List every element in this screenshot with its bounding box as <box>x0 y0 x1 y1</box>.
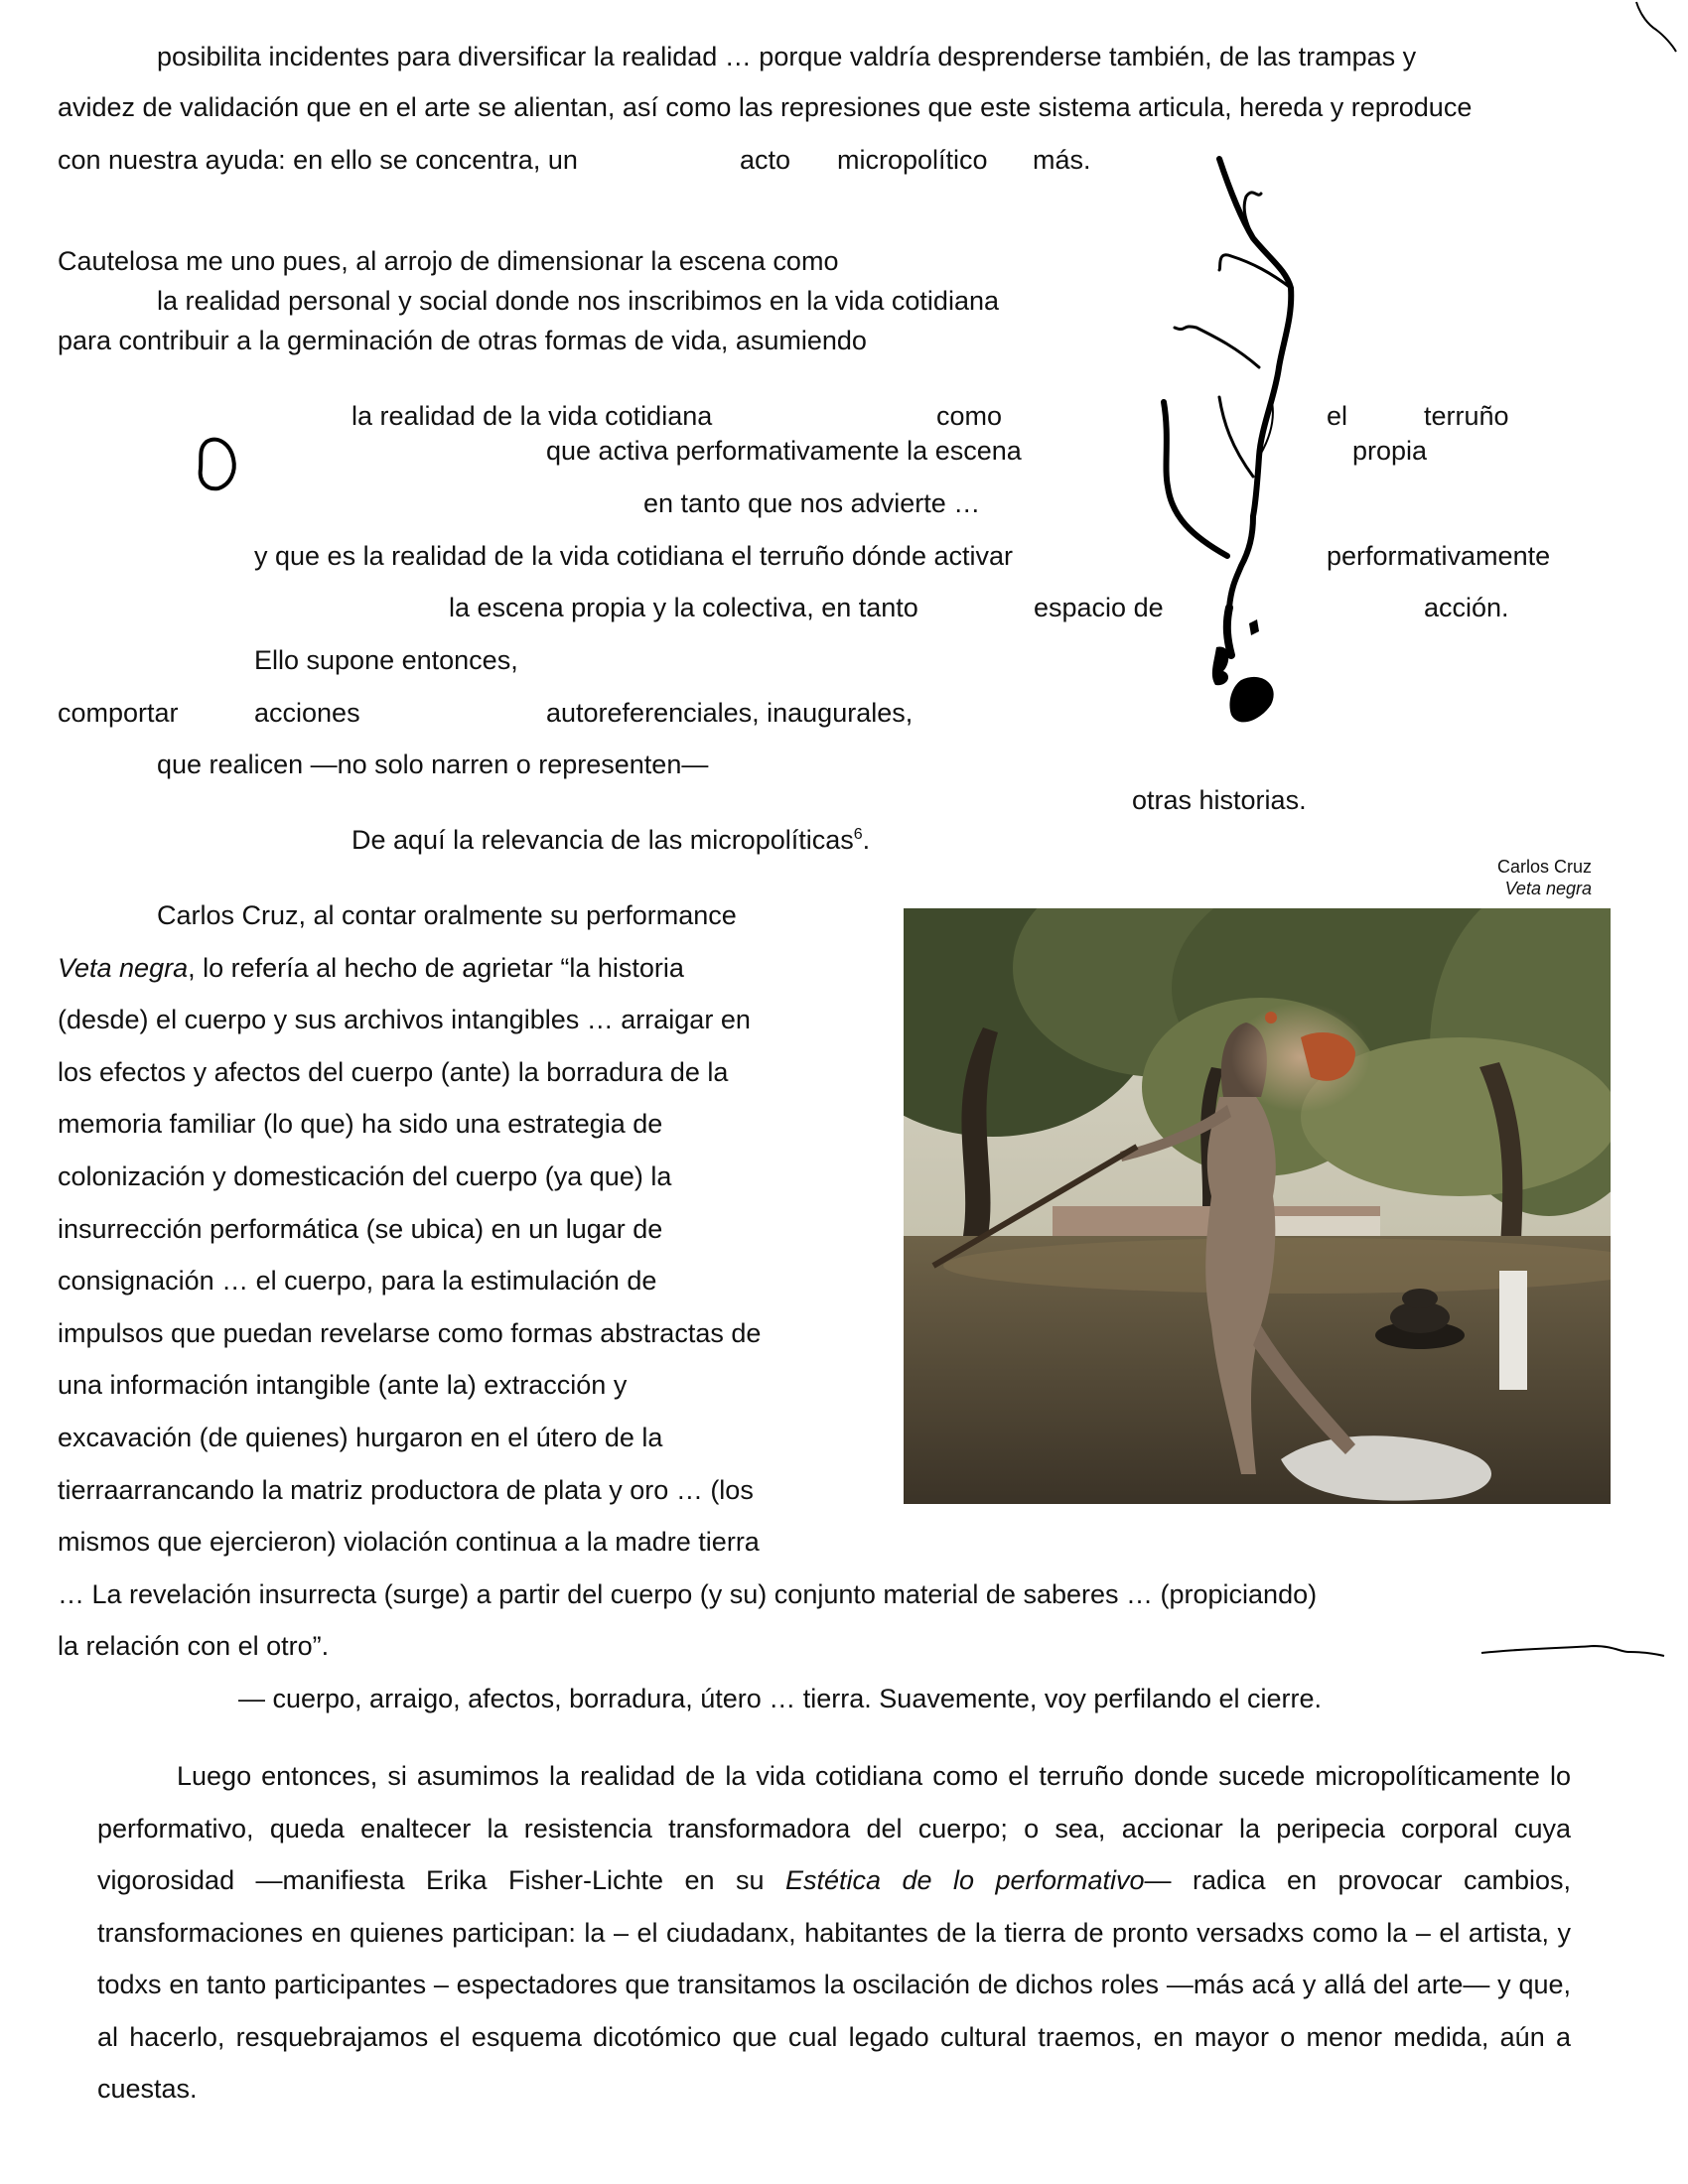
scatter-line-8b: espacio de <box>1034 593 1164 622</box>
quote-line-11: excavación (de quienes) hurgaron en el útero de la <box>58 1423 663 1452</box>
ink-drip-1 <box>1249 619 1259 635</box>
photo-caption-artist: Carlos Cruz <box>1496 857 1592 877</box>
scatter-line-3: para contribuir a la germinación de otras formas de vida, asumiendo <box>58 326 867 355</box>
scatter-line-1: Cautelosa me uno pues, al arrojo de dimensionar la escena como <box>58 246 839 276</box>
quote-line-16: — cuerpo, arraigo, afectos, borradura, útero … tierra. Suavemente, voy perfilando el cierre. <box>238 1684 1323 1713</box>
quote-line-4: los efectos y afectos del cuerpo (ante) la borradura de la <box>58 1057 729 1087</box>
scatter-line-10a: comportar <box>58 698 179 728</box>
intro-line-3b: acto <box>740 145 791 175</box>
quote-line-1: Carlos Cruz, al contar oralmente su performance <box>157 900 737 930</box>
quote-line-3: (desde) el cuerpo y sus archivos intangibles … arraigar en <box>58 1005 751 1034</box>
intro-line-3a: con nuestra ayuda: en ello se concentra, un <box>58 145 578 175</box>
intro-line-3d: más. <box>1033 145 1091 175</box>
book-title: Estética de lo performativo <box>785 1865 1145 1895</box>
quote-line-10: una información intangible (ante la) extracción y <box>58 1370 628 1400</box>
footnote-ref[interactable]: 6 <box>853 826 863 843</box>
scatter-line-4c: el <box>1327 401 1348 431</box>
scatter-line-10b: acciones <box>254 698 360 728</box>
scatter-line-8a: la escena propia y la colectiva, en tanto <box>449 593 918 622</box>
scatter-line-4a: la realidad de la vida cotidiana <box>352 401 713 431</box>
closing-text-post: — radica en provocar cambios, transformaciones en quienes participan: la – el ciudadanx, habitantes de la tierra de pronto versadxs como la – el artista, y todxs en tanto participantes – espectadores que transitamos la oscilación de dichos roles —más acá y allá del arte— y que, al hacerlo, resquebrajamos el esquema dicotómico que cual legado cultural traemos, en mayor o menor medida, aún a cuestas. <box>97 1865 1571 2104</box>
quote-line-15: la relación con el otro”. <box>58 1631 330 1661</box>
quote-line-8: consignación … el cuerpo, para la estimulación de <box>58 1266 657 1296</box>
intro-line-3c: micropolítico <box>837 145 988 175</box>
scatter-line-7a: y que es la realidad de la vida cotidiana el terruño dónde activar <box>254 541 1013 571</box>
quote-line-13: mismos que ejercieron) violación continua a la madre tierra <box>58 1527 760 1557</box>
quote-line-2-rest: , lo refería al hecho de agrietar “la historia <box>188 953 684 983</box>
scatter-line-13-text: De aquí la relevancia de las micropolíticas <box>352 825 854 855</box>
corner-stroke <box>1636 2 1676 52</box>
work-title: Veta negra <box>58 953 189 983</box>
scatter-line-8c: acción. <box>1424 593 1509 622</box>
photo-caption-work: Veta negra <box>1504 879 1592 898</box>
ink-drip-3 <box>1229 677 1273 723</box>
quote-line-9: impulsos que puedan revelarse como formas abstractas de <box>58 1318 762 1348</box>
intro-line-1: posibilita incidentes para diversificar la realidad … porque valdría desprenderse también, de las trampas y <box>157 42 1417 71</box>
ink-drip-2 <box>1212 646 1228 685</box>
intro-line-2: avidez de validación que en el arte se alientan, así como las represiones que este sistema articula, hereda y reproduce <box>58 92 1473 122</box>
scatter-line-5b: propia <box>1352 436 1428 466</box>
scatter-line-11: que realicen —no solo narren o representen— <box>157 750 709 779</box>
scatter-line-10c: autoreferenciales, inaugurales, <box>546 698 914 728</box>
scatter-line-5a: que activa performativamente la escena <box>546 436 1022 466</box>
margin-underline-stroke <box>1481 1646 1664 1656</box>
scatter-line-12: otras historias. <box>1132 785 1307 815</box>
scatter-line-6: en tanto que nos advierte … <box>643 488 981 518</box>
quote-line-6: colonización y domesticación del cuerpo (ya que) la <box>58 1161 672 1191</box>
quote-line-7: insurrección performática (se ubica) en un lugar de <box>58 1214 663 1244</box>
quote-line-14: … La revelación insurrecta (surge) a partir del cuerpo (y su) conjunto material de saberes … (propiciando) <box>58 1579 1318 1609</box>
tree-root-drawing <box>1164 159 1291 655</box>
closing-text-pre: Luego entonces, si asumimos la realidad de la vida cotidiana como el terruño donde sucede micropolíticamente lo performativo, queda enaltecer la resistencia transformadora del cuerpo; o sea, accionar la peripecia corporal cuya vigorosidad —manifiesta Erika Fisher-Lichte en su <box>97 1761 1571 1895</box>
scatter-line-7b: performativamente <box>1327 541 1551 571</box>
hand-drawn-loop <box>201 440 234 489</box>
quote-line-12: tierraarrancando la matriz productora de plata y oro … (los <box>58 1475 754 1505</box>
quote-line-5: memoria familiar (lo que) ha sido una estrategia de <box>58 1109 663 1139</box>
scatter-line-2: la realidad personal y social donde nos inscribimos en la vida cotidiana <box>157 286 999 316</box>
scatter-line-4d: terruño <box>1424 401 1509 431</box>
scatter-line-4b: como <box>936 401 1003 431</box>
scatter-line-9: Ello supone entonces, <box>254 645 518 675</box>
scatter-line-13-end: . <box>862 825 871 855</box>
